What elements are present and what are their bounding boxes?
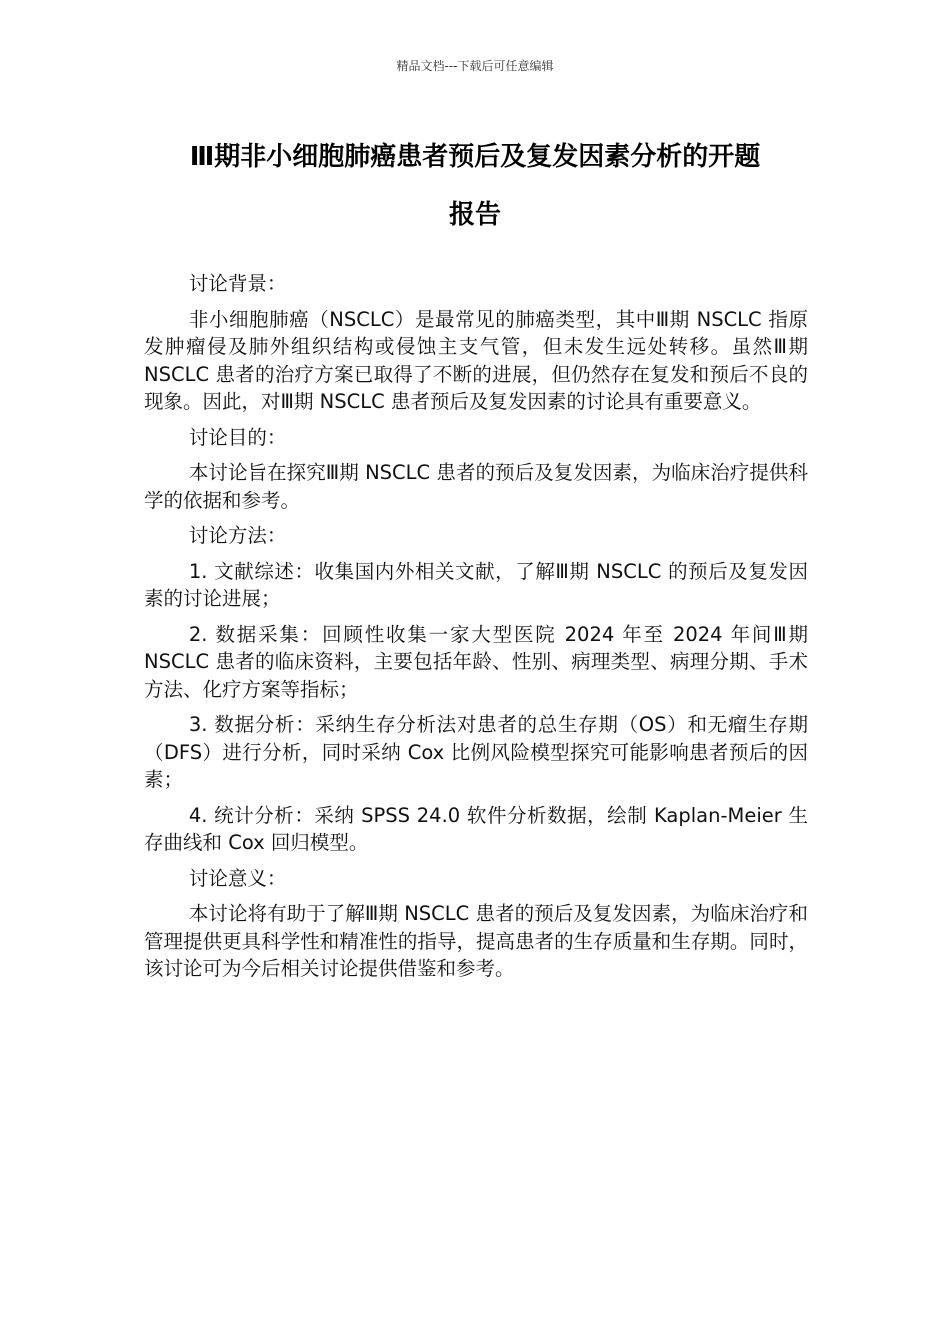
significance-heading: 讨论意义： [188, 866, 287, 890]
background-heading: 讨论背景： [188, 272, 287, 295]
method-item-4: 4. 统计分析：采纳 SPSS 24.0 软件分析数据，绘制 Kaplan-Meier 生存曲线和 Cox 回归模型。 [144, 803, 808, 854]
document-body [144, 270, 808, 991]
method-heading: 讨论方法： [188, 524, 287, 547]
page-header: 精品文档---下载后可任意编辑 [396, 59, 554, 73]
background-paragraph: 非小细胞肺癌（NSCLC）是最常见的肺癌类型，其中Ⅲ期 NSCLC 指原发肿瘤侵及肺外组织结构或侵蚀主支气管，但未发生远处转移。虽然Ⅲ期 NSCLC 患者的治疗方案已取得了不断的进展，但仍然存在复发和预后不良的现象。因此，对Ⅲ期 NSCLC 患者预后及复发因素的讨论具有重要意义。 [144, 307, 808, 413]
title-line-2: 报告 [448, 200, 501, 230]
significance-paragraph: 本讨论将有助于了解Ⅲ期 NSCLC 患者的预后及复发因素，为临床治疗和管理提供更具科学性和精准性的指导，提高患者的生存质量和生存期。同时，该讨论可为今后相关讨论提供借鉴和参考。 [144, 902, 808, 980]
method-item-1: 1. 文献综述：收集国内外相关文献，了解Ⅲ期 NSCLC 的预后及复发因素的讨论进展； [144, 559, 808, 610]
title-line-1: Ⅲ期非小细胞肺癌患者预后及复发因素分析的开题 [189, 142, 761, 172]
purpose-paragraph: 本讨论旨在探究Ⅲ期 NSCLC 患者的预后及复发因素，为临床治疗提供科学的依据和参考。 [144, 461, 808, 512]
method-item-2: 2. 数据采集：回顾性收集一家大型医院 2024 年至 2024 年间Ⅲ期 NSCLC 患者的临床资料，主要包括年龄、性别、病理类型、病理分期、手术方法、化疗方案等指标； [144, 622, 808, 701]
purpose-heading: 讨论目的： [188, 425, 287, 449]
document-title [145, 128, 805, 244]
method-item-3: 3. 数据分析：采纳生存分析法对患者的总生存期（OS）和无瘤生存期（DFS）进行分析，同时采纳 Cox 比例风险模型探究可能影响患者预后的因素； [144, 713, 808, 791]
